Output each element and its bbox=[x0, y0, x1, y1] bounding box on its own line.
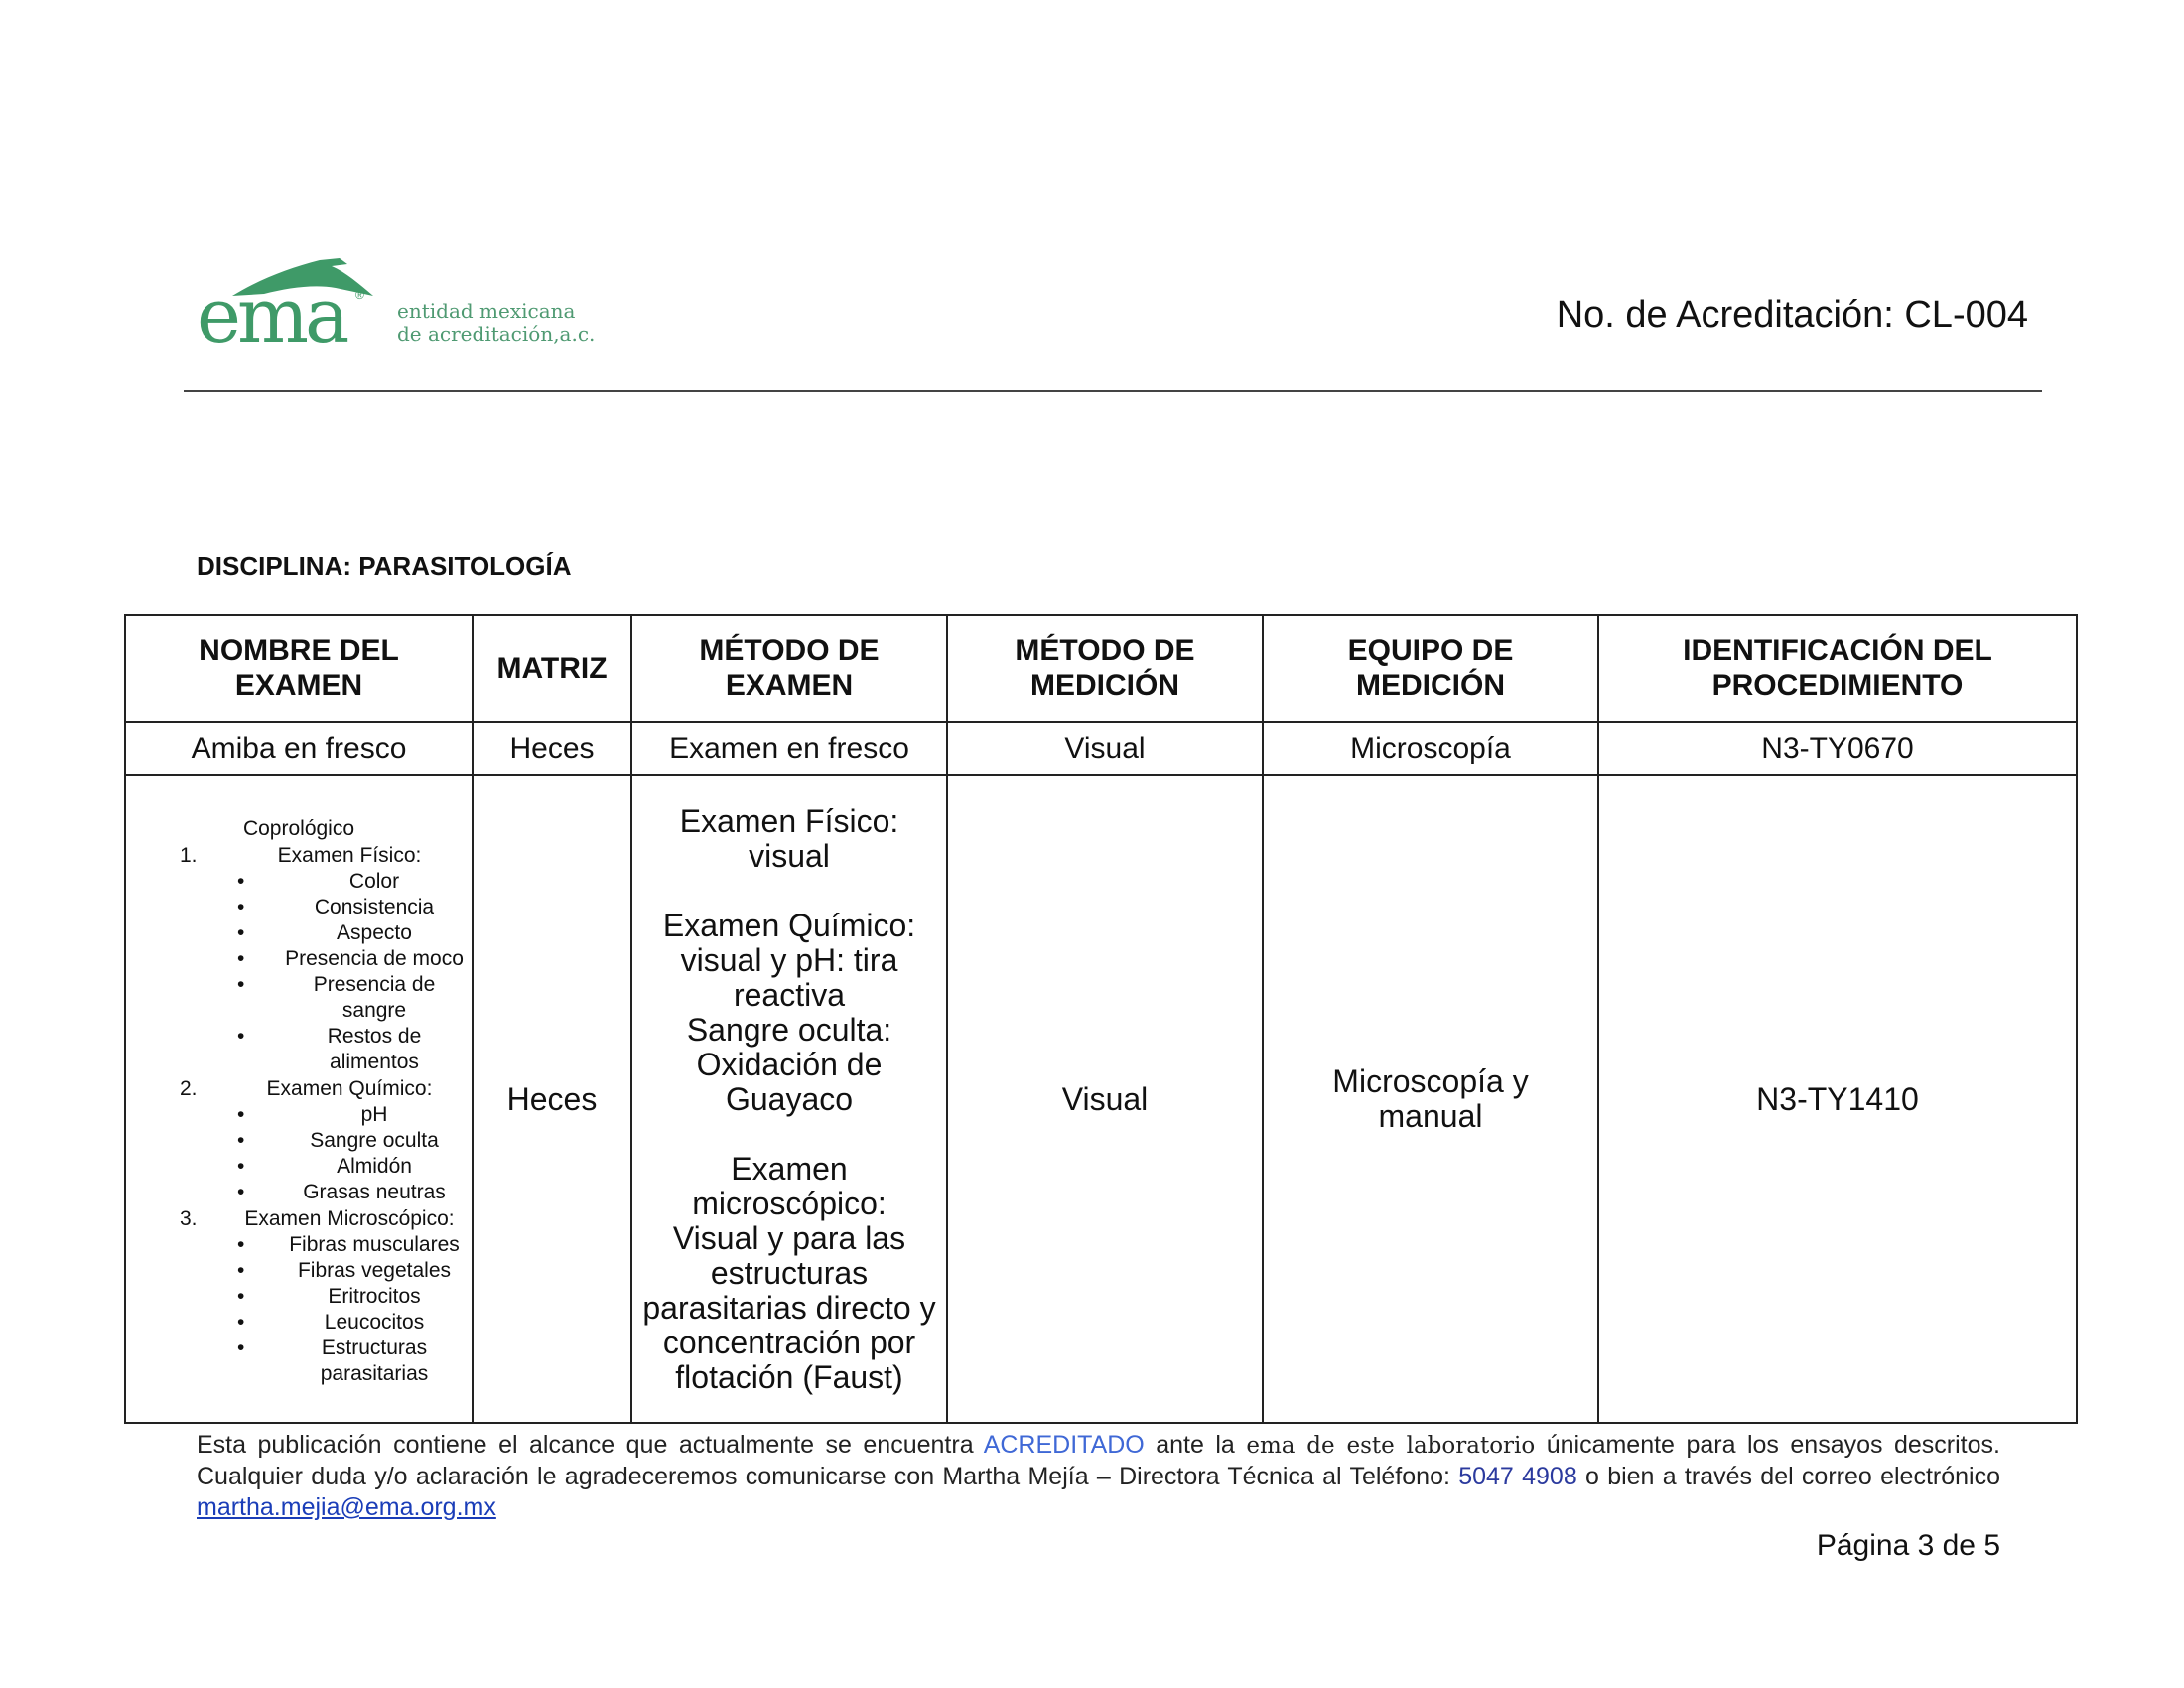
table-row bbox=[125, 775, 2077, 1423]
section-title: Examen Microscópico: bbox=[244, 1206, 455, 1230]
phone-number: 5047 4908 bbox=[1458, 1463, 1577, 1490]
exam-item: • Presencia de moco bbox=[132, 946, 466, 972]
table-header-row bbox=[125, 615, 2077, 722]
exam-sections-list bbox=[132, 842, 466, 1387]
exam-item: • Estructuras parasitarias bbox=[132, 1336, 466, 1387]
footer-text: únicamente para los ensayos descritos. Cualquier duda y/o aclaración le agradeceremos comunicarse con Martha Mejía – Directora Técnica al Teléfono: bbox=[197, 1431, 2000, 1490]
ema-lab-text: ema de este laboratorio bbox=[1246, 1433, 1536, 1459]
col-header-equipment: EQUIPO DE MEDICIÓN bbox=[1263, 615, 1598, 722]
exam-item: • Restos de alimentos bbox=[132, 1024, 466, 1075]
footer-text: Esta publicación contiene el alcance que actualmente se encuentra bbox=[197, 1431, 984, 1459]
cell-matrix: Heces bbox=[473, 722, 631, 775]
scope-table bbox=[124, 614, 2078, 1424]
logo-subtitle-line-2: de acreditación,a.c. bbox=[397, 322, 596, 346]
cell-measurement-method: Visual bbox=[947, 775, 1263, 1423]
exam-item: • Consistencia bbox=[132, 895, 466, 920]
header-divider bbox=[184, 390, 2042, 392]
exam-item: • Fibras musculares bbox=[132, 1232, 466, 1258]
cell-measurement-method: Visual bbox=[947, 722, 1263, 775]
section-title: Examen Físico: bbox=[277, 843, 422, 867]
col-header-procedure-id: IDENTIFICACIÓN DEL PROCEDIMIENTO bbox=[1598, 615, 2077, 722]
cell-exam-name bbox=[125, 775, 473, 1423]
col-header-measurement-method: MÉTODO DE MEDICIÓN bbox=[947, 615, 1263, 722]
exam-section bbox=[132, 1075, 466, 1205]
exam-section bbox=[132, 1205, 466, 1387]
exam-item: • Grasas neutras bbox=[132, 1180, 466, 1205]
logo-subtitle bbox=[397, 300, 595, 346]
exam-item: • Leucocitos bbox=[132, 1310, 466, 1336]
section-number: 3. bbox=[180, 1206, 198, 1230]
col-header-matrix: MATRIZ bbox=[473, 615, 631, 722]
cell-exam-method: Examen Físico: visual Examen Químico: visual y pH: tira reactiva Sangre oculta: Oxidación de Guayaco Examen microscópico: Visual y para las estructuras parasitarias directo y concentración por flotación (Faust) bbox=[631, 775, 947, 1423]
page-number: Página 3 de 5 bbox=[1816, 1529, 2000, 1562]
exam-item: • Sangre oculta bbox=[132, 1128, 466, 1154]
accredited-label: ACREDITADO bbox=[983, 1431, 1145, 1459]
col-header-exam-name: NOMBRE DEL EXAMEN bbox=[125, 615, 473, 722]
exam-section-title bbox=[132, 842, 466, 869]
cell-exam-name: Amiba en fresco bbox=[125, 722, 473, 775]
cell-exam-method: Examen en fresco bbox=[631, 722, 947, 775]
exam-item: • pH bbox=[132, 1102, 466, 1128]
exam-item: • Color bbox=[132, 869, 466, 895]
exam-group-title: Coprológico bbox=[242, 816, 355, 840]
cell-equipment: Microscopía bbox=[1263, 722, 1598, 775]
accreditation-number: No. de Acreditación: CL-004 bbox=[1556, 294, 2028, 336]
footer-notice bbox=[197, 1430, 2000, 1523]
logo-wordmark: ema bbox=[197, 271, 346, 359]
exam-section bbox=[132, 842, 466, 1075]
exam-item: • Almidón bbox=[132, 1154, 466, 1180]
table-row bbox=[125, 722, 2077, 775]
section-title: Examen Químico: bbox=[266, 1076, 433, 1100]
discipline-title: DISCIPLINA: PARASITOLOGÍA bbox=[197, 551, 572, 581]
cell-equipment: Microscopía y manual bbox=[1263, 775, 1598, 1423]
logo-subtitle-line-1: entidad mexicana bbox=[397, 299, 576, 323]
footer-text: ante la bbox=[1144, 1431, 1247, 1459]
col-header-exam-method: MÉTODO DE EXAMEN bbox=[631, 615, 947, 722]
exam-item: • Aspecto bbox=[132, 920, 466, 946]
exam-section-title bbox=[132, 1075, 466, 1102]
logo-registered-mark: ® bbox=[355, 288, 364, 302]
footer-text: o bien a través del correo electrónico bbox=[1576, 1463, 2000, 1490]
cell-procedure-id: N3-TY1410 bbox=[1598, 775, 2077, 1423]
section-number: 1. bbox=[180, 843, 198, 867]
exam-item: • Presencia de sangre bbox=[132, 972, 466, 1024]
exam-item: • Eritrocitos bbox=[132, 1284, 466, 1310]
cell-procedure-id: N3-TY0670 bbox=[1598, 722, 2077, 775]
cell-matrix: Heces bbox=[473, 775, 631, 1423]
email-link[interactable]: martha.mejia@ema.org.mx bbox=[197, 1493, 496, 1521]
exam-section-title bbox=[132, 1205, 466, 1232]
ema-logo bbox=[189, 248, 625, 357]
section-number: 2. bbox=[180, 1076, 198, 1100]
exam-item: • Fibras vegetales bbox=[132, 1258, 466, 1284]
